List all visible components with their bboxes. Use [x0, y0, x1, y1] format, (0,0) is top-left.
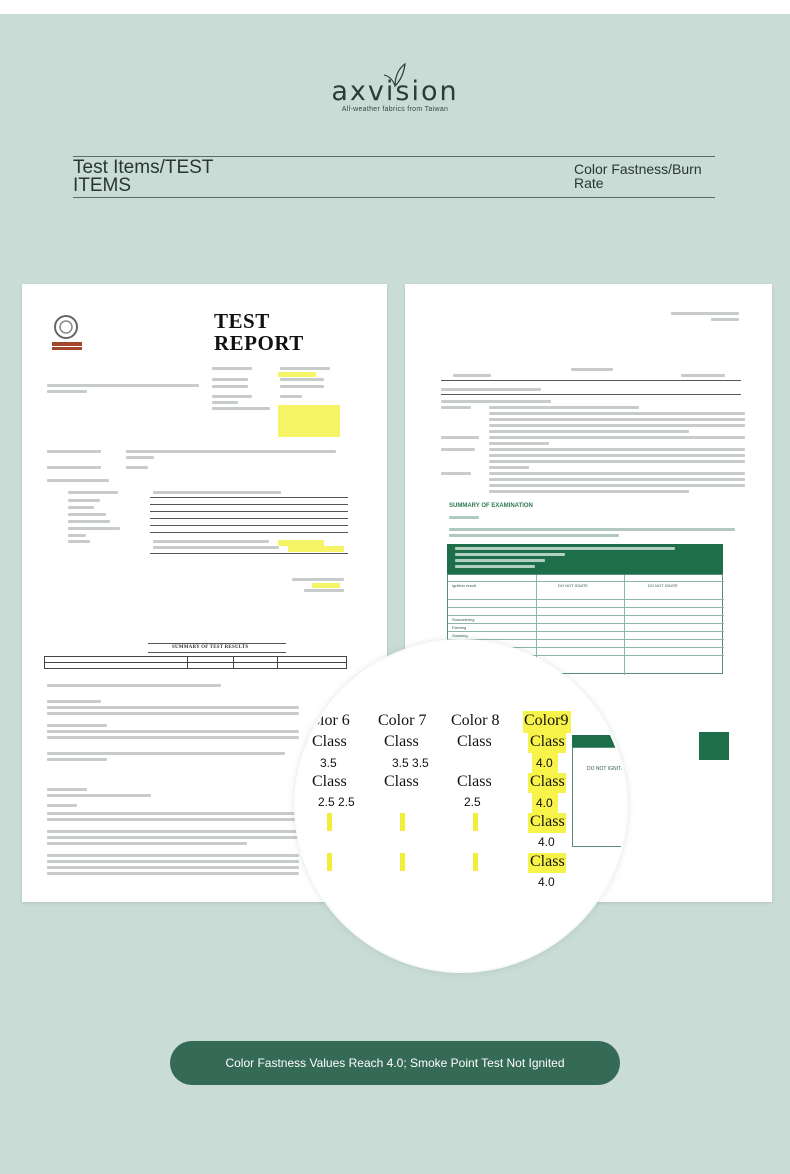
- table-fragment-header: [572, 735, 626, 747]
- field-value: [280, 395, 302, 398]
- remark-line: [47, 712, 299, 715]
- test-items-title: Test Items/TEST ITEMS: [73, 157, 214, 196]
- empty-dash: [400, 853, 405, 871]
- standard-header-bar: [447, 544, 723, 574]
- color-8-class: Class: [457, 733, 492, 750]
- sample-field: [68, 513, 106, 516]
- empty-dash: [400, 813, 405, 831]
- lab-number: [671, 312, 739, 315]
- color-9-header: Color9: [524, 712, 569, 729]
- remark-line: [47, 830, 299, 833]
- sample-value: [153, 491, 281, 494]
- empty-dash: [327, 853, 332, 871]
- remark-line: [47, 752, 285, 755]
- sample-field: [68, 491, 118, 494]
- summary-title-border: [148, 643, 286, 644]
- empty-dash: [327, 813, 332, 831]
- color-9-value: 4.0: [536, 756, 553, 770]
- remark-line: [47, 700, 101, 703]
- divider: [441, 380, 741, 381]
- page-number: [711, 318, 739, 321]
- color-6-value: 3.5: [320, 756, 337, 770]
- row-label: Smouldering: [452, 617, 475, 622]
- remark-line: [47, 842, 247, 845]
- summary-table: [44, 656, 347, 669]
- field-value: [280, 378, 324, 381]
- column-header: [571, 368, 613, 371]
- header-rule-bottom: [73, 197, 715, 198]
- field-label: [212, 385, 248, 388]
- row-label: Smoking: [452, 633, 468, 638]
- color-9-class-2: Class: [530, 773, 565, 790]
- executive-summary: [441, 400, 551, 403]
- brand-logo: [0, 62, 790, 113]
- body-line: [441, 406, 471, 409]
- brand-name: axvision: [331, 76, 459, 107]
- body-line: [489, 406, 639, 409]
- report-title: [214, 310, 304, 354]
- field-label: [212, 401, 238, 404]
- body-line: [489, 466, 529, 469]
- remark-line: [47, 836, 299, 839]
- body-line: [489, 472, 745, 475]
- field-value: [280, 385, 324, 388]
- body-line: [489, 442, 549, 445]
- lab-ref: [292, 578, 344, 581]
- highlight: [312, 583, 340, 588]
- divider: [150, 525, 348, 526]
- color-7-value: 3.5 3.5: [392, 756, 429, 770]
- certification-seal-icon: [50, 314, 86, 352]
- applicant-line: [47, 390, 87, 393]
- body-line: [489, 418, 745, 421]
- empty-dash: [473, 853, 478, 871]
- divider: [150, 504, 348, 505]
- lab-ref: [304, 589, 344, 592]
- cell-result: DO NOT IGNITE: [648, 583, 678, 588]
- caption-pill: Color Fastness Values Reach 4.0; Smoke Point Test Not Ignited: [170, 1041, 620, 1085]
- body-line: [489, 436, 745, 439]
- highlight: [278, 372, 316, 377]
- color-8-class-2: Class: [457, 773, 492, 790]
- highlight-dates: [278, 405, 340, 437]
- body-line: [489, 478, 745, 481]
- color-6-class-2: Class: [312, 773, 347, 790]
- durability-label: [47, 466, 101, 469]
- body-line: [449, 516, 479, 519]
- cell-result: DO NOT IGNITE: [587, 766, 625, 772]
- highlight-color: [288, 546, 344, 552]
- body-line: [489, 430, 689, 433]
- sample-value: [153, 540, 269, 543]
- color-8-header: Color 8: [451, 712, 500, 729]
- remark-line: [47, 812, 299, 815]
- body-line: [489, 412, 745, 415]
- sample-field: [68, 527, 120, 530]
- remark-line: [47, 724, 107, 727]
- sample-field: [68, 520, 110, 523]
- sample-value: [153, 546, 279, 549]
- sample-field: [68, 540, 90, 543]
- report-title-line1: TEST: [214, 309, 270, 333]
- body-line: [489, 454, 745, 457]
- field-label: [212, 395, 252, 398]
- color-7-class: Class: [384, 733, 419, 750]
- summary-title: SUMMARY OF TEST RESULTS: [172, 645, 249, 650]
- remark-line: [47, 794, 151, 797]
- remark-line: [47, 872, 299, 875]
- row-label: Flaming: [452, 625, 467, 630]
- divider: [150, 532, 348, 533]
- field-value: [280, 367, 330, 370]
- color-9-class-4: Class: [530, 853, 565, 870]
- summary-title-border: [148, 652, 286, 653]
- remark-line: [47, 788, 87, 791]
- color-6-class: Class: [312, 733, 347, 750]
- remark-line: [47, 866, 299, 869]
- remark-line: [47, 854, 299, 857]
- report-title-line2: REPORT: [214, 331, 304, 355]
- divider: [150, 518, 348, 519]
- remark-line: [47, 804, 77, 807]
- field-label: [212, 367, 252, 370]
- remark-line: [47, 818, 299, 821]
- color-8-value-2: 2.5: [464, 795, 481, 809]
- body-line: [449, 534, 619, 537]
- body-line: [489, 424, 745, 427]
- body-line: [489, 484, 745, 487]
- color-9-value-3: 4.0: [538, 835, 555, 849]
- color-fastness-title: Color Fastness/Burn Rate: [574, 161, 702, 191]
- summary-heading: SUMMARY OF EXAMINATION: [449, 503, 533, 509]
- field-label: [212, 407, 270, 410]
- magnifier-zoom: [296, 641, 626, 971]
- purpose-text: [126, 456, 154, 459]
- sample-field: [68, 534, 86, 537]
- remark-line: [47, 758, 107, 761]
- brand-tagline: All-weather fabrics from Taiwan: [341, 106, 449, 113]
- flammability-line: [441, 388, 541, 391]
- table-fragment: [572, 747, 626, 847]
- purpose-text: [126, 450, 336, 453]
- color-7-class-2: Class: [384, 773, 419, 790]
- body-line: [489, 460, 745, 463]
- color-9-class: Class: [530, 733, 565, 750]
- body-line: [449, 528, 735, 531]
- divider: [150, 497, 348, 498]
- field-label: [212, 378, 248, 381]
- divider: [441, 394, 741, 395]
- purpose-label: [47, 450, 101, 453]
- column-header: [681, 374, 725, 377]
- empty-dash: [473, 813, 478, 831]
- remark-line: [47, 730, 299, 733]
- row-label: Ignition result: [452, 583, 476, 588]
- color-7-header: Color 7: [378, 712, 427, 729]
- body-line: [441, 436, 479, 439]
- color-6-value-2: 2.5 2.5: [318, 795, 355, 809]
- color-9-value-4: 4.0: [538, 875, 555, 889]
- color-9-value-2: 4.0: [536, 796, 553, 810]
- secondary-header-bar: [699, 732, 729, 760]
- body-line: [489, 448, 745, 451]
- remark-line: [47, 860, 299, 863]
- durability-value: [126, 466, 148, 469]
- color-9-class-3: Class: [530, 813, 565, 830]
- body-line: [441, 448, 475, 451]
- applicant-line: [47, 384, 199, 387]
- body-line: [441, 472, 471, 475]
- sample-field: [68, 499, 100, 502]
- remark-line: [47, 736, 299, 739]
- sample-field: [68, 506, 94, 509]
- remark-line: [47, 684, 221, 687]
- divider: [150, 553, 348, 554]
- sample-description-label: [47, 479, 109, 482]
- cell-result: DO NOT IGNITE: [558, 583, 588, 588]
- body-line: [489, 490, 689, 493]
- column-header: [453, 374, 491, 377]
- color-6-header: olor 6: [312, 712, 350, 729]
- divider: [150, 511, 348, 512]
- top-strip: [0, 0, 790, 14]
- remark-line: [47, 706, 299, 709]
